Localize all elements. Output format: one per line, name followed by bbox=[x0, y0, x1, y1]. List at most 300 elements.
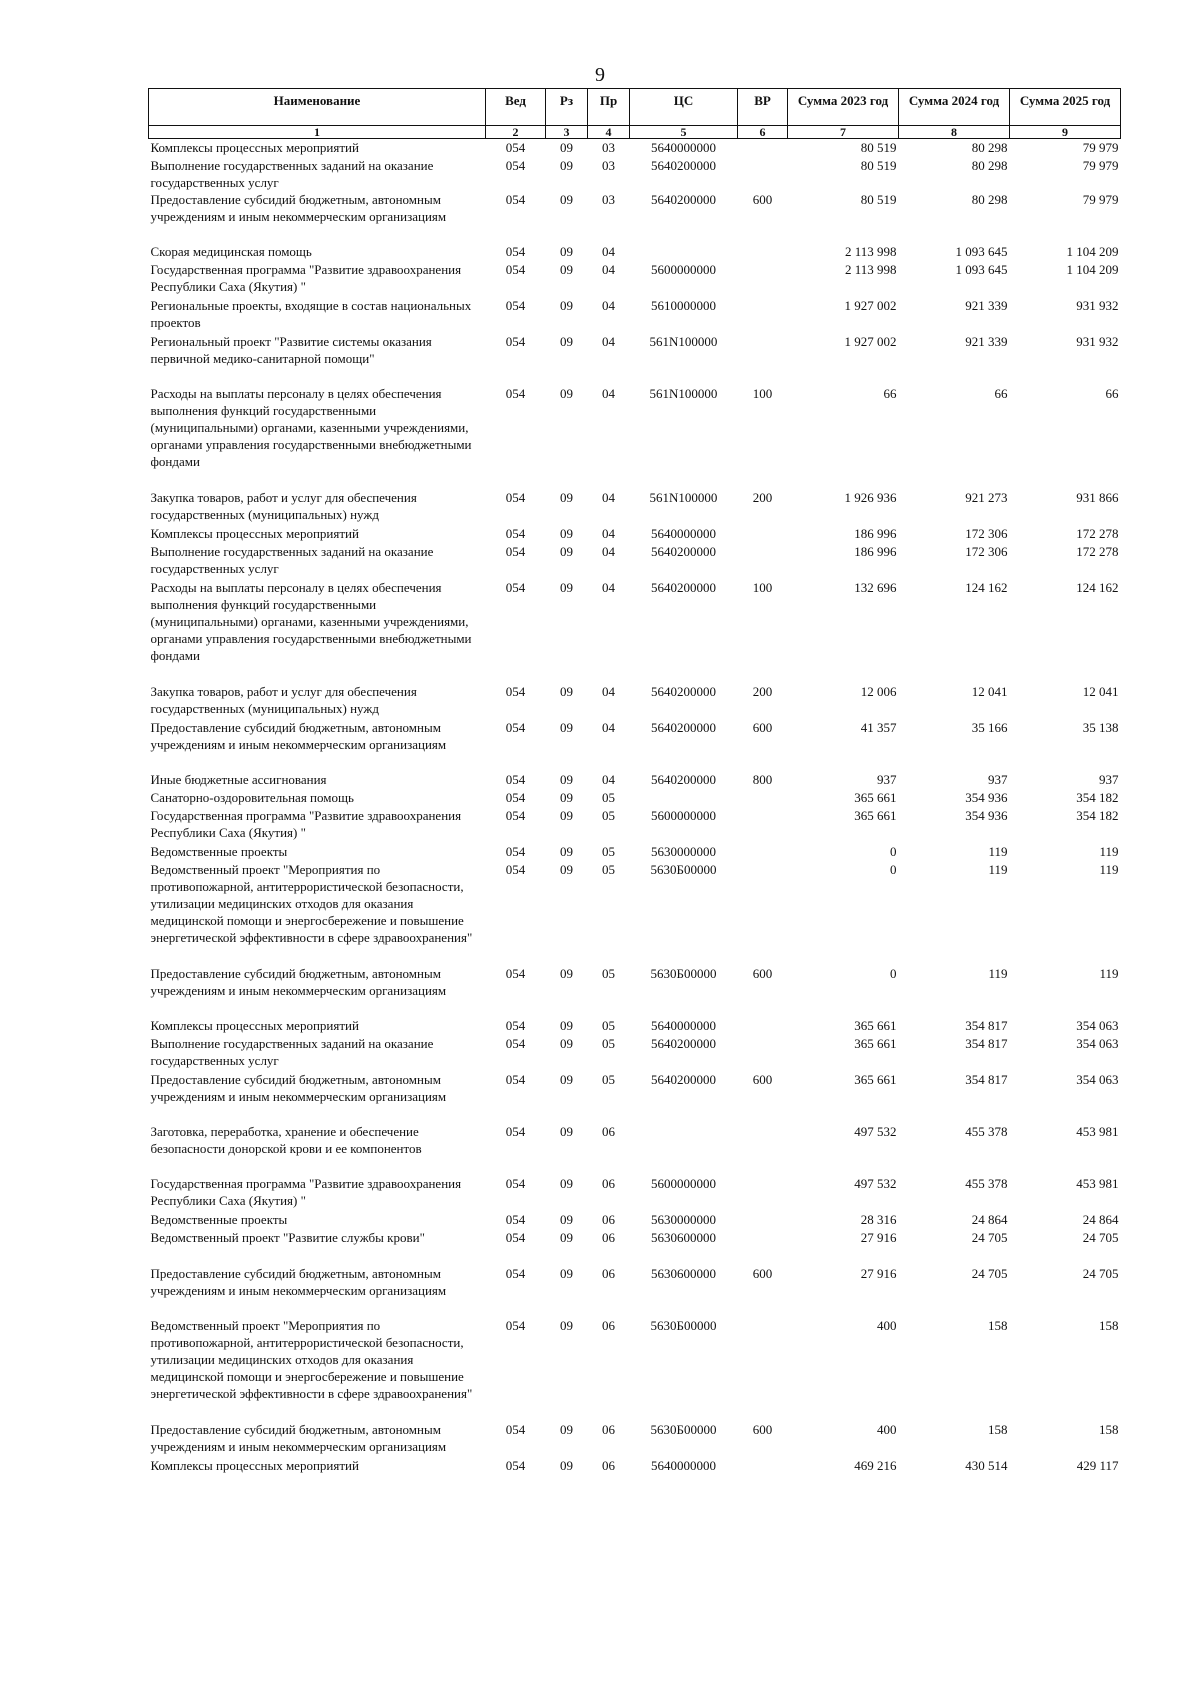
row-rz: 09 bbox=[560, 719, 573, 735]
row-vr: 200 bbox=[752, 489, 773, 505]
row-sum-2024: 35 166 bbox=[971, 719, 1008, 735]
row-name: Региональный проект "Развитие системы оказания первичной медико-санитарной помощи" bbox=[150, 333, 432, 366]
row-cs: 5600000000 bbox=[651, 1175, 716, 1191]
row-sum-2025: 354 182 bbox=[1076, 807, 1119, 823]
row-sum-2024: 80 298 bbox=[971, 157, 1008, 173]
row-sum-2024: 430 514 bbox=[965, 1457, 1008, 1473]
row-pr: 05 bbox=[602, 1071, 615, 1087]
row-sum-2024: 24 705 bbox=[971, 1229, 1008, 1245]
row-ved: 054 bbox=[505, 157, 526, 173]
row-sum-2025: 172 278 bbox=[1076, 525, 1119, 541]
row-pr: 04 bbox=[602, 333, 615, 349]
row-ved: 054 bbox=[505, 579, 526, 595]
budget-table bbox=[148, 88, 1121, 1493]
row-sum-2025: 931 932 bbox=[1076, 297, 1119, 313]
row-sum-2024: 354 936 bbox=[965, 789, 1008, 805]
row-name: Комплексы процессных мероприятий bbox=[150, 1457, 359, 1473]
row-ved: 054 bbox=[505, 1035, 526, 1051]
row-vr bbox=[738, 1457, 788, 1493]
row-cs: 5640000000 bbox=[651, 1017, 716, 1033]
row-sum-2023: 0 bbox=[890, 965, 897, 981]
row-sum-2024: 24 864 bbox=[971, 1211, 1008, 1227]
row-pr: 03 bbox=[602, 157, 615, 173]
table-row bbox=[149, 297, 1121, 333]
row-ved: 054 bbox=[505, 1071, 526, 1087]
row-pr: 05 bbox=[602, 1035, 615, 1051]
row-pr: 04 bbox=[602, 771, 615, 787]
row-name: Иные бюджетные ассигнования bbox=[150, 771, 327, 787]
row-pr: 03 bbox=[602, 191, 615, 207]
row-sum-2023: 365 661 bbox=[854, 1017, 897, 1033]
row-sum-2025: 354 182 bbox=[1076, 789, 1119, 805]
row-pr: 04 bbox=[602, 579, 615, 595]
row-sum-2023: 365 661 bbox=[854, 1071, 897, 1087]
row-cs: 5640000000 bbox=[651, 525, 716, 541]
row-rz: 09 bbox=[560, 1229, 573, 1245]
row-rz: 09 bbox=[560, 297, 573, 313]
row-sum-2023: 365 661 bbox=[854, 807, 897, 823]
row-sum-2023: 28 316 bbox=[860, 1211, 897, 1227]
row-ved: 054 bbox=[505, 1317, 526, 1333]
row-pr: 04 bbox=[602, 489, 615, 505]
row-cs: 5640200000 bbox=[651, 719, 716, 735]
table-row bbox=[149, 139, 1121, 157]
row-vr bbox=[738, 1175, 788, 1211]
row-sum-2023: 365 661 bbox=[854, 1035, 897, 1051]
col-number: 3 bbox=[546, 126, 588, 139]
row-sum-2023: 27 916 bbox=[860, 1265, 897, 1281]
row-rz: 09 bbox=[560, 243, 573, 259]
row-ved: 054 bbox=[505, 965, 526, 981]
row-sum-2024: 158 bbox=[988, 1317, 1008, 1333]
header-row bbox=[149, 89, 1121, 126]
row-pr: 06 bbox=[602, 1317, 615, 1333]
table-row bbox=[149, 683, 1121, 719]
row-pr: 04 bbox=[602, 719, 615, 735]
row-cs: 5630Б00000 bbox=[650, 965, 717, 981]
row-sum-2024: 119 bbox=[988, 965, 1008, 981]
row-rz: 09 bbox=[560, 1317, 573, 1333]
table-row bbox=[149, 157, 1121, 191]
row-pr: 03 bbox=[602, 140, 615, 155]
row-vr bbox=[738, 243, 788, 261]
table-row bbox=[149, 861, 1121, 965]
row-sum-2025: 1 104 209 bbox=[1066, 261, 1119, 277]
row-cs: 5640200000 bbox=[651, 1071, 716, 1087]
row-pr: 04 bbox=[602, 261, 615, 277]
row-rz: 09 bbox=[560, 333, 573, 349]
table-row bbox=[149, 1017, 1121, 1035]
row-vr bbox=[738, 1017, 788, 1035]
row-vr bbox=[738, 1211, 788, 1229]
row-cs: 5640000000 bbox=[651, 1457, 716, 1473]
row-sum-2025: 66 bbox=[1105, 385, 1119, 401]
row-name: Комплексы процессных мероприятий bbox=[150, 525, 359, 541]
col-header-2025: Сумма 2025 год bbox=[1010, 89, 1121, 126]
row-pr: 05 bbox=[602, 807, 615, 823]
row-sum-2025: 24 705 bbox=[1082, 1229, 1119, 1245]
row-rz: 09 bbox=[560, 157, 573, 173]
row-sum-2025: 937 bbox=[1099, 771, 1119, 787]
row-rz: 09 bbox=[560, 579, 573, 595]
col-number: 4 bbox=[588, 126, 630, 139]
col-header-2024: Сумма 2024 год bbox=[899, 89, 1010, 126]
row-sum-2024: 124 162 bbox=[965, 579, 1008, 595]
row-sum-2024: 921 339 bbox=[965, 333, 1008, 349]
row-sum-2023: 2 113 998 bbox=[844, 243, 897, 259]
row-vr bbox=[738, 525, 788, 543]
row-vr bbox=[738, 261, 788, 297]
row-sum-2023: 186 996 bbox=[854, 543, 897, 559]
row-sum-2025: 172 278 bbox=[1076, 543, 1119, 559]
row-sum-2024: 921 339 bbox=[965, 297, 1008, 313]
table-row bbox=[149, 807, 1121, 843]
row-sum-2023: 937 bbox=[877, 771, 897, 787]
row-sum-2024: 172 306 bbox=[965, 543, 1008, 559]
row-vr: 100 bbox=[752, 385, 773, 401]
table-row bbox=[149, 1035, 1121, 1071]
row-sum-2023: 80 519 bbox=[860, 157, 897, 173]
row-sum-2024: 455 378 bbox=[965, 1175, 1008, 1191]
row-sum-2025: 35 138 bbox=[1082, 719, 1119, 735]
row-pr: 05 bbox=[602, 789, 615, 805]
table-row bbox=[149, 1457, 1121, 1493]
row-ved: 054 bbox=[505, 525, 526, 541]
row-name: Ведомственный проект "Развитие службы крови" bbox=[150, 1229, 425, 1245]
row-vr: 600 bbox=[752, 191, 773, 207]
row-cs: 5630600000 bbox=[651, 1229, 716, 1245]
row-ved: 054 bbox=[505, 543, 526, 559]
row-vr bbox=[738, 333, 788, 385]
table-row bbox=[149, 843, 1121, 861]
row-vr: 600 bbox=[752, 1071, 773, 1087]
row-sum-2024: 12 041 bbox=[971, 683, 1008, 699]
row-rz: 09 bbox=[560, 140, 573, 155]
row-cs: 5630Б00000 bbox=[650, 1317, 717, 1333]
row-cs bbox=[630, 789, 738, 807]
row-ved: 054 bbox=[505, 297, 526, 313]
row-sum-2025: 119 bbox=[1099, 843, 1119, 859]
row-ved: 054 bbox=[505, 1421, 526, 1437]
row-sum-2023: 0 bbox=[890, 861, 897, 877]
row-vr: 200 bbox=[752, 683, 773, 699]
table-row bbox=[149, 1123, 1121, 1175]
row-sum-2023: 365 661 bbox=[854, 789, 897, 805]
table-row bbox=[149, 1229, 1121, 1265]
row-pr: 05 bbox=[602, 965, 615, 981]
row-ved: 054 bbox=[505, 861, 526, 877]
row-sum-2025: 79 979 bbox=[1082, 157, 1119, 173]
row-name: Ведомственные проекты bbox=[150, 843, 288, 859]
table-row bbox=[149, 1071, 1121, 1123]
row-ved: 054 bbox=[505, 1265, 526, 1281]
row-rz: 09 bbox=[560, 1071, 573, 1087]
row-vr bbox=[738, 1317, 788, 1421]
row-sum-2023: 497 532 bbox=[854, 1175, 897, 1191]
row-vr bbox=[738, 1229, 788, 1265]
row-vr bbox=[738, 861, 788, 965]
row-sum-2025: 24 864 bbox=[1082, 1211, 1119, 1227]
row-vr bbox=[738, 1123, 788, 1175]
row-cs: 5640200000 bbox=[651, 191, 716, 207]
row-sum-2023: 80 519 bbox=[860, 140, 897, 155]
row-sum-2023: 66 bbox=[883, 385, 897, 401]
row-sum-2024: 455 378 bbox=[965, 1123, 1008, 1139]
row-sum-2025: 119 bbox=[1099, 861, 1119, 877]
row-vr: 800 bbox=[752, 771, 773, 787]
page-number: 9 bbox=[595, 64, 605, 86]
row-sum-2025: 931 866 bbox=[1076, 489, 1119, 505]
row-vr: 600 bbox=[752, 719, 773, 735]
col-header-name: Наименование bbox=[149, 89, 486, 126]
row-sum-2024: 172 306 bbox=[965, 525, 1008, 541]
row-ved: 054 bbox=[505, 789, 526, 805]
row-ved: 054 bbox=[505, 771, 526, 787]
row-sum-2025: 354 063 bbox=[1076, 1017, 1119, 1033]
row-sum-2025: 453 981 bbox=[1076, 1175, 1119, 1191]
row-rz: 09 bbox=[560, 861, 573, 877]
row-name: Предоставление субсидий бюджетным, автономным учреждениям и иным некоммерческим организациям bbox=[150, 719, 447, 752]
row-sum-2024: 921 273 bbox=[965, 489, 1008, 505]
row-ved: 054 bbox=[505, 191, 526, 207]
col-number: 6 bbox=[738, 126, 788, 139]
row-sum-2025: 354 063 bbox=[1076, 1071, 1119, 1087]
row-ved: 054 bbox=[505, 243, 526, 259]
row-name: Закупка товаров, работ и услуг для обеспечения государственных (муниципальных) нужд bbox=[150, 489, 417, 522]
row-rz: 09 bbox=[560, 1123, 573, 1139]
table-row bbox=[149, 1175, 1121, 1211]
row-ved: 054 bbox=[505, 1175, 526, 1191]
row-cs: 5640200000 bbox=[651, 579, 716, 595]
row-ved: 054 bbox=[505, 385, 526, 401]
table-row bbox=[149, 543, 1121, 579]
row-ved: 054 bbox=[505, 1457, 526, 1473]
row-sum-2025: 79 979 bbox=[1082, 191, 1119, 207]
row-cs: 5600000000 bbox=[651, 261, 716, 277]
row-pr: 04 bbox=[602, 543, 615, 559]
row-sum-2023: 497 532 bbox=[854, 1123, 897, 1139]
row-name: Предоставление субсидий бюджетным, автономным учреждениям и иным некоммерческим организациям bbox=[150, 191, 447, 224]
row-ved: 054 bbox=[505, 333, 526, 349]
row-sum-2025: 119 bbox=[1099, 965, 1119, 981]
row-sum-2024: 80 298 bbox=[971, 191, 1008, 207]
row-ved: 054 bbox=[505, 1017, 526, 1033]
row-sum-2024: 354 817 bbox=[965, 1017, 1008, 1033]
table-row bbox=[149, 789, 1121, 807]
row-ved: 054 bbox=[505, 489, 526, 505]
row-sum-2024: 119 bbox=[988, 843, 1008, 859]
row-rz: 09 bbox=[560, 543, 573, 559]
table-row bbox=[149, 261, 1121, 297]
row-sum-2025: 1 104 209 bbox=[1066, 243, 1119, 259]
row-sum-2024: 937 bbox=[988, 771, 1008, 787]
row-pr: 04 bbox=[602, 243, 615, 259]
row-pr: 06 bbox=[602, 1421, 615, 1437]
row-rz: 09 bbox=[560, 1175, 573, 1191]
row-sum-2024: 354 817 bbox=[965, 1071, 1008, 1087]
row-cs: 5630000000 bbox=[651, 1211, 716, 1227]
row-pr: 06 bbox=[602, 1123, 615, 1139]
row-sum-2023: 0 bbox=[890, 843, 897, 859]
row-pr: 06 bbox=[602, 1175, 615, 1191]
row-cs: 5640200000 bbox=[651, 543, 716, 559]
table-row bbox=[149, 719, 1121, 771]
table-row bbox=[149, 965, 1121, 1017]
row-cs: 561N100000 bbox=[649, 333, 718, 349]
row-sum-2025: 429 117 bbox=[1076, 1457, 1119, 1473]
row-cs: 5640200000 bbox=[651, 771, 716, 787]
table-row bbox=[149, 243, 1121, 261]
table-row bbox=[149, 1317, 1121, 1421]
row-rz: 09 bbox=[560, 1211, 573, 1227]
row-pr: 04 bbox=[602, 525, 615, 541]
row-name: Заготовка, переработка, хранение и обеспечение безопасности донорской крови и ее компонентов bbox=[150, 1123, 422, 1156]
row-sum-2024: 1 093 645 bbox=[955, 261, 1008, 277]
row-rz: 09 bbox=[560, 261, 573, 277]
row-rz: 09 bbox=[560, 489, 573, 505]
row-ved: 054 bbox=[505, 1123, 526, 1139]
row-cs bbox=[630, 243, 738, 261]
row-pr: 04 bbox=[602, 683, 615, 699]
row-sum-2023: 400 bbox=[877, 1421, 897, 1437]
row-ved: 054 bbox=[505, 1229, 526, 1245]
col-number: 5 bbox=[630, 126, 738, 139]
row-cs: 561N100000 bbox=[649, 385, 718, 401]
row-sum-2023: 186 996 bbox=[854, 525, 897, 541]
row-sum-2025: 158 bbox=[1099, 1421, 1119, 1437]
row-sum-2025: 453 981 bbox=[1076, 1123, 1119, 1139]
row-sum-2025: 12 041 bbox=[1082, 683, 1119, 699]
row-name: Ведомственные проекты bbox=[150, 1211, 288, 1227]
table-row bbox=[149, 489, 1121, 525]
row-sum-2023: 132 696 bbox=[854, 579, 897, 595]
table-row bbox=[149, 333, 1121, 385]
row-name: Расходы на выплаты персоналу в целях обеспечения выполнения функций государственными (муниципальными) органами, казенными учреждениями, органами управления государственными внебюджетными фондами bbox=[150, 385, 472, 469]
row-sum-2025: 24 705 bbox=[1082, 1265, 1119, 1281]
row-sum-2025: 354 063 bbox=[1076, 1035, 1119, 1051]
row-ved: 054 bbox=[505, 1211, 526, 1227]
col-number: 8 bbox=[899, 126, 1010, 139]
row-pr: 06 bbox=[602, 1265, 615, 1281]
col-header-2023: Сумма 2023 год bbox=[788, 89, 899, 126]
row-vr bbox=[738, 1035, 788, 1071]
row-cs bbox=[630, 1123, 738, 1175]
row-pr: 06 bbox=[602, 1457, 615, 1473]
row-pr: 04 bbox=[602, 385, 615, 401]
row-sum-2023: 1 926 936 bbox=[844, 489, 897, 505]
table-row bbox=[149, 385, 1121, 489]
row-name: Предоставление субсидий бюджетным, автономным учреждениям и иным некоммерческим организациям bbox=[150, 1265, 447, 1298]
row-name: Расходы на выплаты персоналу в целях обеспечения выполнения функций государственными (муниципальными) органами, казенными учреждениями, органами управления государственными внебюджетными фондами bbox=[150, 579, 472, 663]
row-vr bbox=[738, 297, 788, 333]
row-sum-2023: 469 216 bbox=[854, 1457, 897, 1473]
row-rz: 09 bbox=[560, 807, 573, 823]
row-ved: 054 bbox=[505, 261, 526, 277]
row-name: Комплексы процессных мероприятий bbox=[150, 1017, 359, 1033]
row-name: Закупка товаров, работ и услуг для обеспечения государственных (муниципальных) нужд bbox=[150, 683, 417, 716]
row-cs: 5640200000 bbox=[651, 157, 716, 173]
row-vr bbox=[738, 807, 788, 843]
row-sum-2025: 124 162 bbox=[1076, 579, 1119, 595]
row-rz: 09 bbox=[560, 965, 573, 981]
row-ved: 054 bbox=[505, 719, 526, 735]
col-header-cs: ЦС bbox=[630, 89, 738, 126]
row-ved: 054 bbox=[505, 807, 526, 823]
col-number: 2 bbox=[486, 126, 546, 139]
row-vr: 600 bbox=[752, 965, 773, 981]
row-cs: 5600000000 bbox=[651, 807, 716, 823]
row-rz: 09 bbox=[560, 525, 573, 541]
col-header-pr: Пр bbox=[588, 89, 630, 126]
row-name: Скорая медицинская помощь bbox=[150, 243, 312, 259]
row-sum-2024: 354 817 bbox=[965, 1035, 1008, 1051]
row-name: Государственная программа "Развитие здравоохранения Республики Саха (Якутия) " bbox=[150, 1175, 462, 1208]
row-pr: 06 bbox=[602, 1211, 615, 1227]
row-sum-2024: 158 bbox=[988, 1421, 1008, 1437]
row-vr: 600 bbox=[752, 1421, 773, 1437]
row-ved: 054 bbox=[505, 683, 526, 699]
row-sum-2024: 119 bbox=[988, 861, 1008, 877]
row-name: Выполнение государственных заданий на оказание государственных услуг bbox=[150, 157, 434, 190]
row-sum-2023: 400 bbox=[877, 1317, 897, 1333]
row-vr bbox=[738, 789, 788, 807]
row-vr bbox=[738, 157, 788, 191]
row-cs: 5630Б00000 bbox=[650, 861, 717, 877]
row-pr: 05 bbox=[602, 843, 615, 859]
row-name: Предоставление субсидий бюджетным, автономным учреждениям и иным некоммерческим организациям bbox=[150, 1071, 447, 1104]
row-rz: 09 bbox=[560, 683, 573, 699]
row-name: Региональные проекты, входящие в состав национальных проектов bbox=[150, 297, 472, 330]
row-sum-2025: 931 932 bbox=[1076, 333, 1119, 349]
row-cs: 5630000000 bbox=[651, 843, 716, 859]
col-header-rz: Рз bbox=[546, 89, 588, 126]
row-cs: 5640000000 bbox=[651, 140, 716, 155]
row-name: Санаторно-оздоровительная помощь bbox=[150, 789, 354, 805]
row-vr: 100 bbox=[752, 579, 773, 595]
table-row bbox=[149, 579, 1121, 683]
row-pr: 05 bbox=[602, 861, 615, 877]
table-row bbox=[149, 525, 1121, 543]
row-ved: 054 bbox=[505, 140, 526, 155]
row-ved: 054 bbox=[505, 843, 526, 859]
row-rz: 09 bbox=[560, 789, 573, 805]
col-number: 7 bbox=[788, 126, 899, 139]
row-sum-2023: 2 113 998 bbox=[844, 261, 897, 277]
row-sum-2023: 41 357 bbox=[860, 719, 897, 735]
table-row bbox=[149, 1211, 1121, 1229]
table-row bbox=[149, 1265, 1121, 1317]
row-name: Выполнение государственных заданий на оказание государственных услуг bbox=[150, 543, 434, 576]
column-number-row bbox=[149, 126, 1121, 139]
row-name: Предоставление субсидий бюджетным, автономным учреждениям и иным некоммерческим организациям bbox=[150, 1421, 447, 1454]
row-rz: 09 bbox=[560, 1457, 573, 1473]
row-vr: 600 bbox=[752, 1265, 773, 1281]
row-vr bbox=[738, 543, 788, 579]
row-sum-2023: 1 927 002 bbox=[844, 297, 897, 313]
row-pr: 05 bbox=[602, 1017, 615, 1033]
row-name: Предоставление субсидий бюджетным, автономным учреждениям и иным некоммерческим организациям bbox=[150, 965, 447, 998]
table-row bbox=[149, 191, 1121, 243]
row-cs: 561N100000 bbox=[649, 489, 718, 505]
row-pr: 04 bbox=[602, 297, 615, 313]
row-rz: 09 bbox=[560, 385, 573, 401]
row-sum-2024: 24 705 bbox=[971, 1265, 1008, 1281]
row-vr bbox=[738, 139, 788, 157]
row-name: Ведомственный проект "Мероприятия по противопожарной, антитеррористической безопасности, утилизации медицинских отходов для оказания медицинской помощи и энергосбережение и повышение энергетической эффективности в сфере здравоохранения" bbox=[150, 1317, 473, 1401]
row-sum-2024: 80 298 bbox=[971, 140, 1008, 155]
row-rz: 09 bbox=[560, 1017, 573, 1033]
row-rz: 09 bbox=[560, 1265, 573, 1281]
